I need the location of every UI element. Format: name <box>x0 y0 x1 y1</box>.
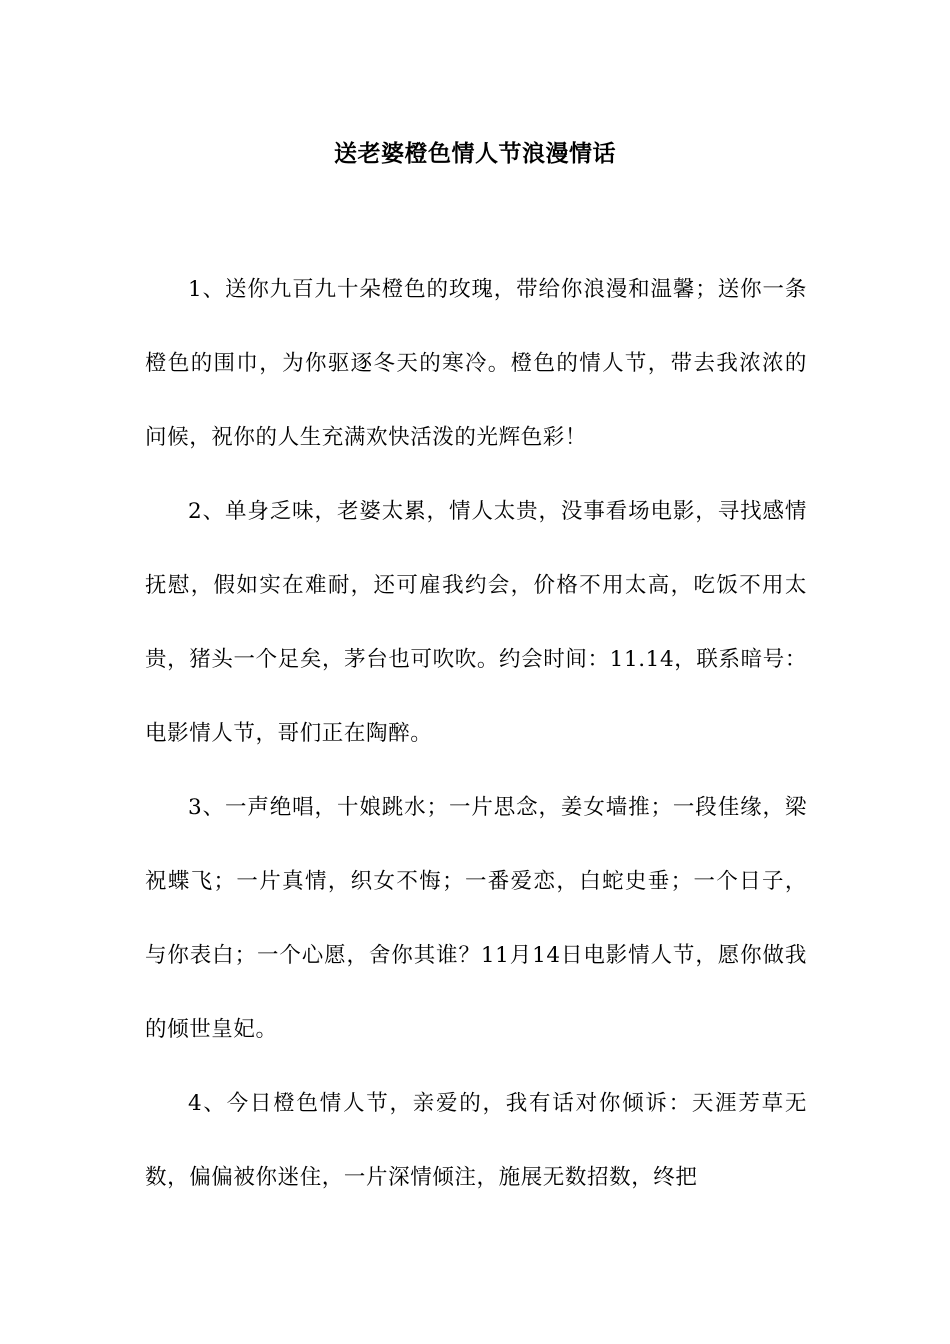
paragraph-4: 4、今日橙色情人节，亲爱的，我有话对你倾诉：天涯芳草无数，偏偏被你迷住，一片深情倾注，施展无数招数，终把 <box>145 1091 807 1190</box>
paragraph-3: 3、一声绝唱，十娘跳水；一片思念，姜女墙推；一段佳缘，梁祝蝶飞；一片真情，织女不悔；一番爱恋，白蛇史垂；一个日子，与你表白；一个心愿，舍你其谁？11月14日电影情人节，愿你做我的倾世皇妃。 <box>145 795 807 1042</box>
document-body <box>145 253 807 1215</box>
paragraph-2: 2、单身乏味，老婆太累，情人太贵，没事看场电影，寻找感情抚慰，假如实在难耐，还可雇我约会，价格不用太高，吃饭不用太贵，猪头一个足矣，茅台也可吹吹。约会时间：11.14，联系暗号：电影情人节，哥们正在陶醉。 <box>145 499 807 746</box>
document-title: 送老婆橙色情人节浪漫情话 <box>334 140 616 167</box>
paragraph-1: 1、送你九百九十朵橙色的玫瑰，带给你浪漫和温馨；送你一条橙色的围巾，为你驱逐冬天的寒冷。橙色的情人节，带去我浓浓的问候，祝你的人生充满欢快活泼的光辉色彩！ <box>145 277 807 450</box>
